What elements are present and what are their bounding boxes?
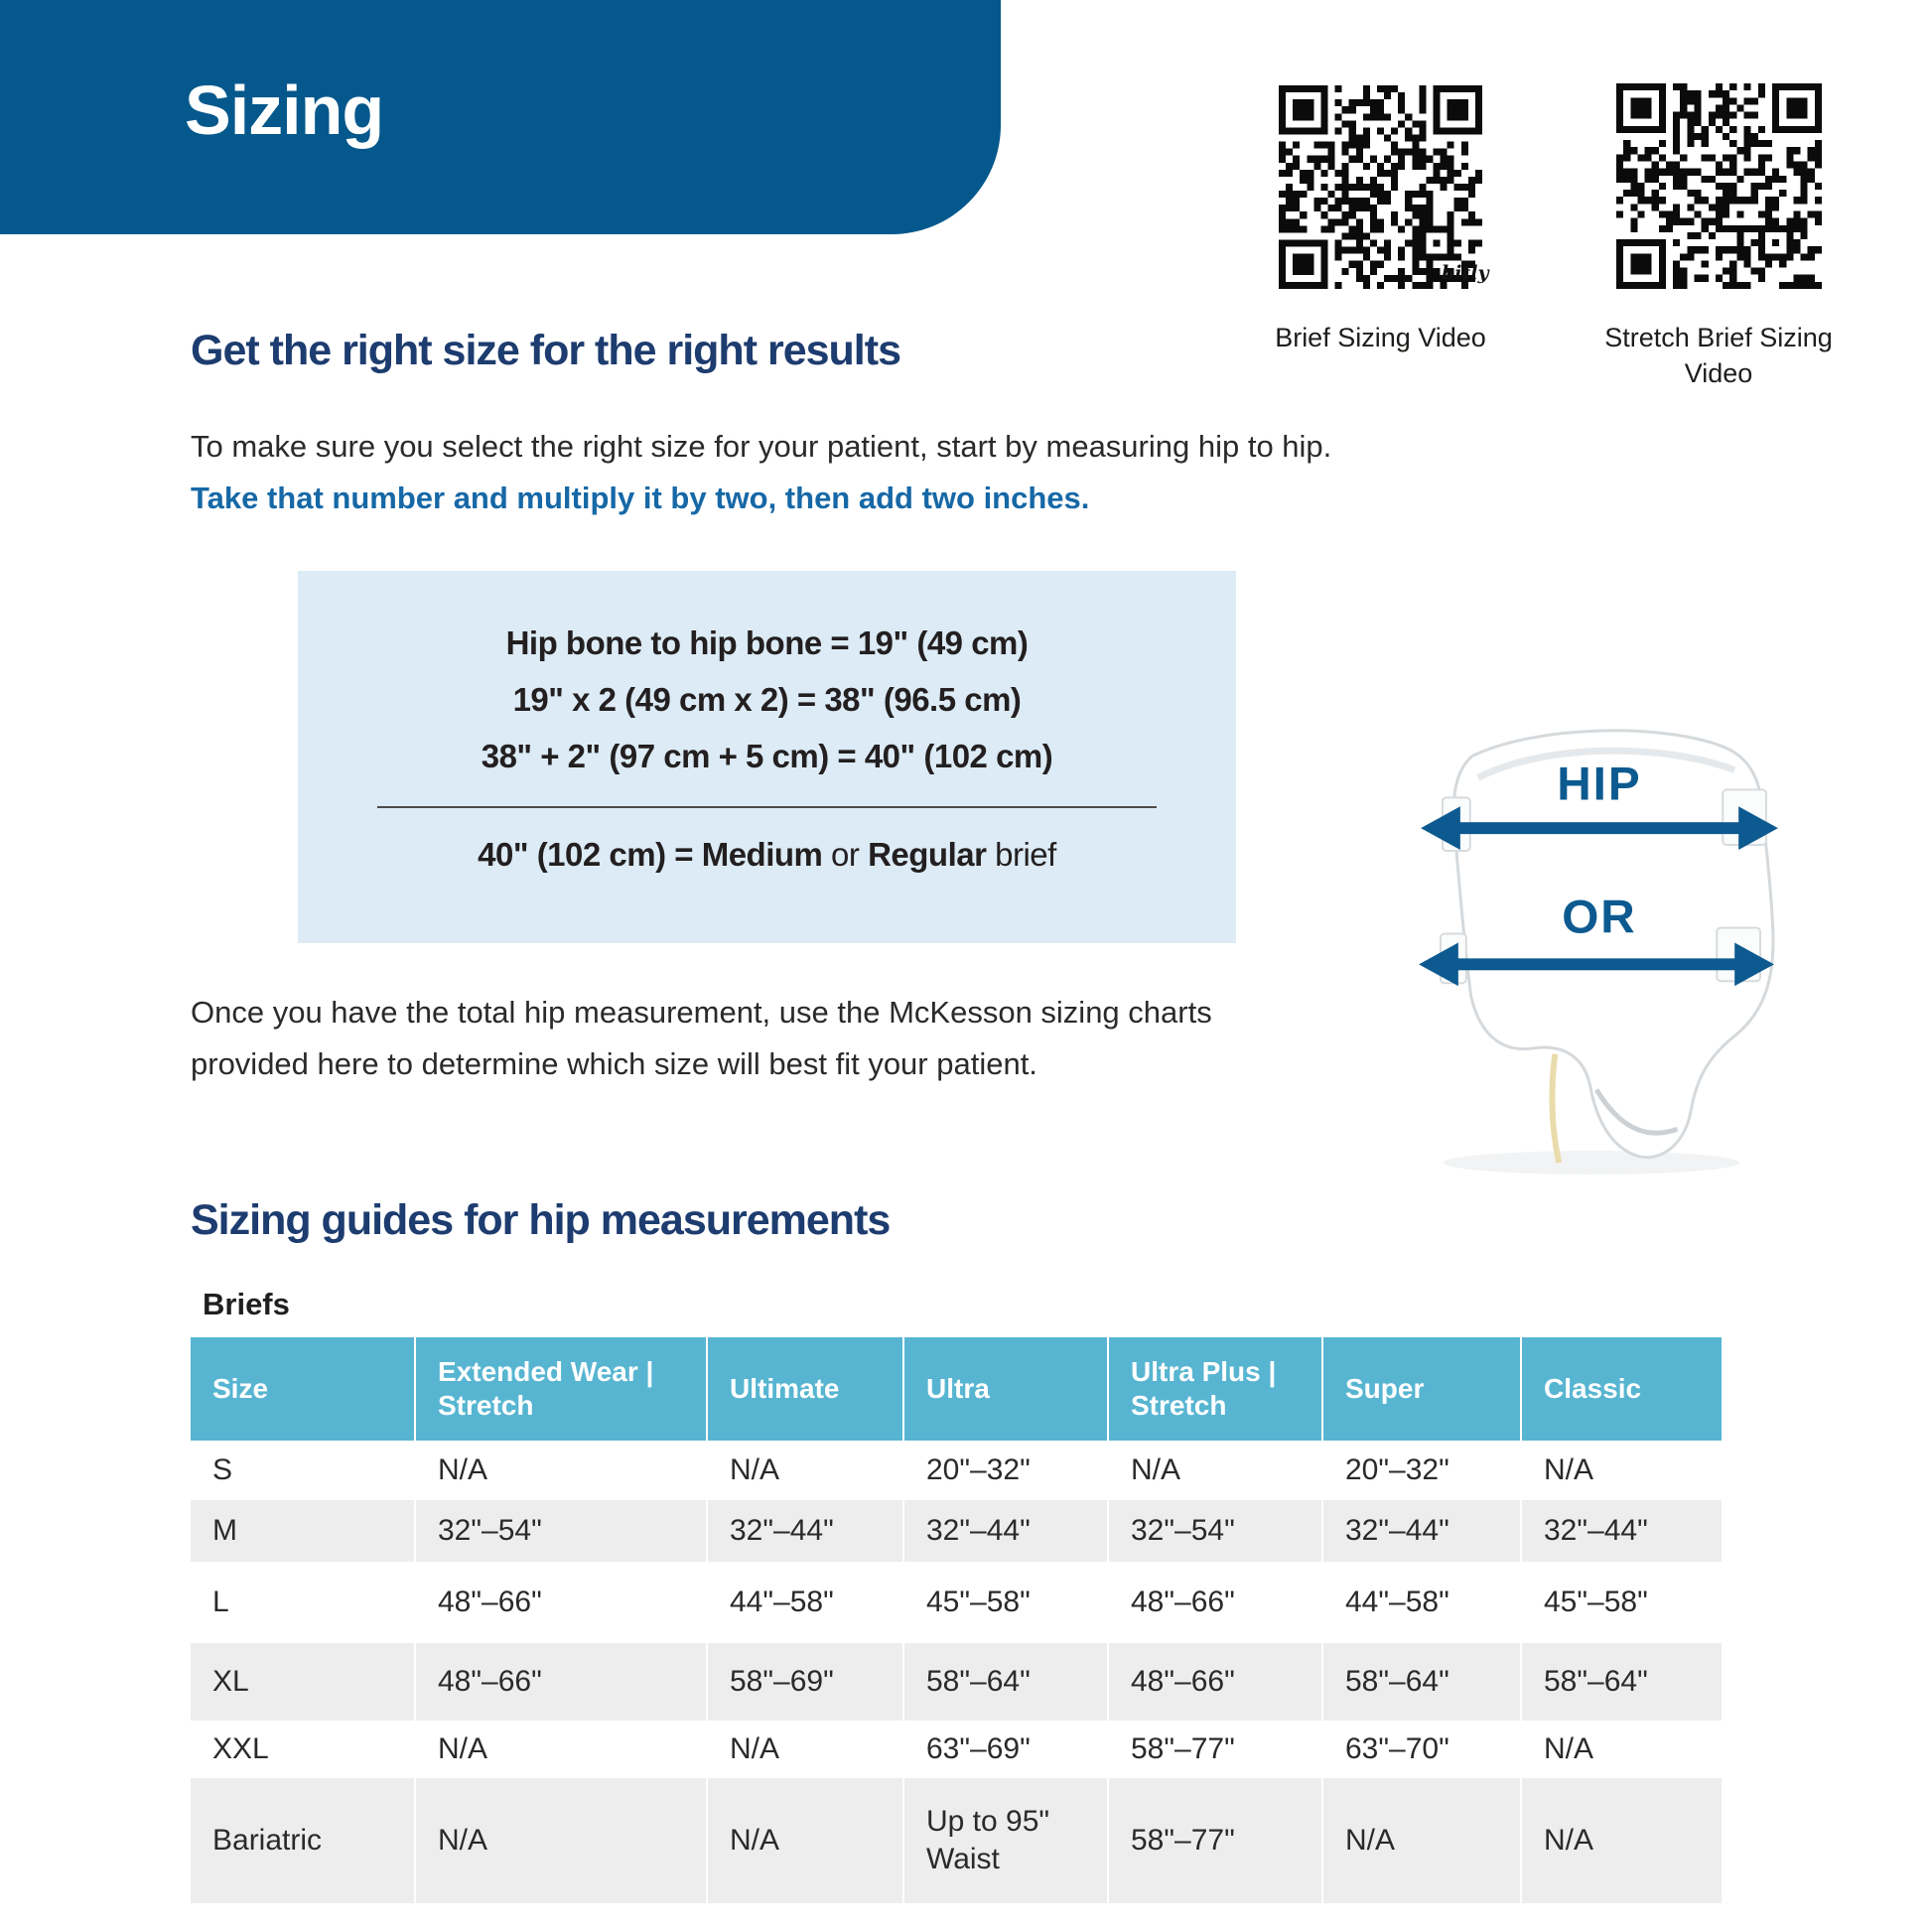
column-header-size: Size: [191, 1337, 416, 1441]
calc-line-3: 38" + 2" (97 cm + 5 cm) = 40" (102 cm): [481, 738, 1053, 774]
table-cell: 45"–58": [904, 1562, 1109, 1643]
column-header-ultra: Ultra: [904, 1337, 1109, 1441]
table-cell: 32"–54": [416, 1500, 708, 1562]
table-cell: N/A: [416, 1441, 708, 1500]
table-row-l: [191, 1562, 1722, 1643]
table-cell: 44"–58": [708, 1562, 904, 1643]
calc-line-2: 19" x 2 (49 cm x 2) = 38" (96.5 cm): [512, 681, 1022, 718]
table-cell: 58"–64": [1544, 1665, 1648, 1698]
calc-line-1: Hip bone to hip bone = 19" (49 cm): [505, 624, 1029, 661]
section-heading-sizing-guides: Sizing guides for hip measurements: [191, 1196, 891, 1244]
outro-paragraph: Once you have the total hip measurement, use the McKesson sizing charts provided here to determine which size will best fit your patient.: [191, 995, 1212, 1081]
table-cell: 44"–58": [1323, 1562, 1522, 1643]
table-cell-size: M: [191, 1500, 416, 1562]
table-cell-size: XXL: [191, 1721, 416, 1778]
table-cell-size: XL: [191, 1643, 416, 1721]
table-title-briefs: Briefs: [203, 1287, 290, 1321]
qr-caption-stretch-brief-sizing: Stretch Brief Sizing Video: [1604, 323, 1833, 388]
calc-result-medium: Medium: [701, 836, 823, 873]
table-cell: N/A: [1109, 1441, 1323, 1500]
page-title: Sizing: [185, 71, 384, 149]
table-cell: 32"–54": [1109, 1500, 1323, 1562]
brief-measurement-illustration: [1408, 687, 1790, 1180]
intro-text-bold: Take that number and multiply it by two, then add two inches.: [191, 481, 1090, 515]
table-cell: 48"–66": [416, 1643, 708, 1721]
qr-caption-brief-sizing: Brief Sizing Video: [1275, 323, 1486, 352]
calc-divider: [377, 806, 1156, 808]
bitly-logo: bitly: [1442, 262, 1489, 284]
section-heading-right-size: Get the right size for the right results: [191, 327, 900, 374]
table-cell: 48"–66": [1109, 1562, 1323, 1643]
table-cell: 58"–77": [1109, 1778, 1323, 1903]
table-cell: 48"–66": [416, 1562, 708, 1643]
table-cell: 63"–69": [904, 1721, 1109, 1778]
table-cell: 32"–44": [708, 1500, 904, 1562]
column-header-extended-wear-stretch: Extended Wear | Stretch: [416, 1337, 708, 1441]
intro-text-regular: To make sure you select the right size for your patient, start by measuring hip to hip.: [191, 429, 1332, 464]
header-band: [0, 0, 1001, 234]
table-cell-size: Bariatric: [191, 1778, 416, 1903]
table-cell: N/A: [1323, 1778, 1522, 1903]
wetness-indicator-line: [1553, 1054, 1560, 1163]
calc-result-regular: Regular: [868, 836, 987, 873]
table-cell: N/A: [708, 1441, 904, 1500]
table-row-bariatric: [191, 1778, 1722, 1903]
table-cell: 32"–44": [1323, 1500, 1522, 1562]
table-cell: Up to 95" Waist: [904, 1778, 1109, 1903]
table-header-row: [191, 1337, 1722, 1441]
table-cell: 58"–77": [1109, 1721, 1323, 1778]
table-cell: N/A: [708, 1778, 904, 1903]
table-cell: 58"–64": [904, 1643, 1109, 1721]
table-cell: N/A: [708, 1721, 904, 1778]
or-label: OR: [1562, 891, 1637, 944]
table-cell: N/A: [1544, 1453, 1594, 1486]
calc-result-line: [298, 826, 1236, 883]
table-cell: 20"–32": [904, 1441, 1109, 1500]
qr-code-brief-sizing-icon: [1279, 85, 1482, 289]
calculation-example-box: [298, 571, 1236, 943]
table-cell: N/A: [1544, 1824, 1594, 1857]
column-header-ultra-plus-stretch: Ultra Plus | Stretch: [1109, 1337, 1323, 1441]
table-cell: 32"–44": [904, 1500, 1109, 1562]
table-cell: N/A: [416, 1721, 708, 1778]
table-row-s: [191, 1441, 1722, 1500]
intro-paragraph: [191, 421, 1342, 524]
table-cell: 45"–58": [1544, 1586, 1648, 1618]
hip-label: HIP: [1557, 758, 1642, 811]
calc-result-suffix: brief: [986, 836, 1056, 873]
calc-result-or: or: [822, 836, 869, 873]
shadow: [1444, 1151, 1739, 1174]
column-header-ultimate: Ultimate: [708, 1337, 904, 1441]
table-cell-size: L: [191, 1562, 416, 1643]
table-cell: 20"–32": [1323, 1441, 1522, 1500]
column-header-super: Super: [1323, 1337, 1522, 1441]
calc-result-prefix: 40" (102 cm) =: [478, 836, 702, 873]
table-row-xxl: [191, 1721, 1722, 1778]
table-cell: 58"–64": [1323, 1643, 1522, 1721]
table-cell: 58"–69": [708, 1643, 904, 1721]
table-row-m: [191, 1500, 1722, 1562]
table-cell-size: S: [191, 1441, 416, 1500]
table-cell: 32"–44": [1544, 1514, 1648, 1547]
table-cell: 63"–70": [1323, 1721, 1522, 1778]
table-row-xl: [191, 1643, 1722, 1721]
briefs-sizing-table: [191, 1337, 1722, 1903]
qr-code-stretch-brief-sizing-icon: [1616, 83, 1822, 289]
table-cell: N/A: [1544, 1732, 1594, 1765]
table-cell: 48"–66": [1109, 1643, 1323, 1721]
column-header-classic: Classic: [1522, 1337, 1722, 1441]
table-cell: N/A: [416, 1778, 708, 1903]
